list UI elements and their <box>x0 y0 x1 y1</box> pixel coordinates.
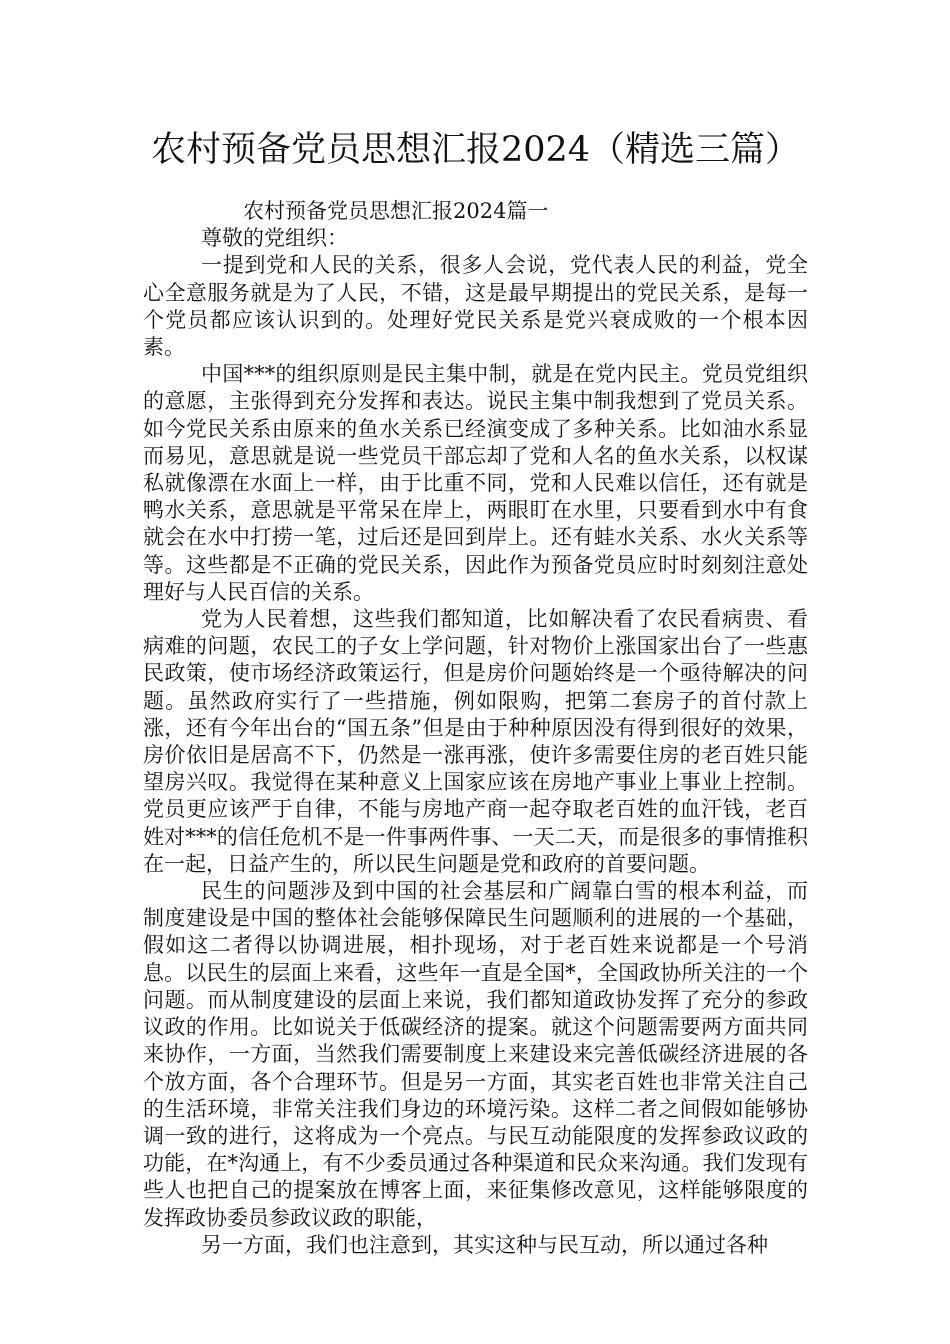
paragraph-2: 中国***的组织原则是民主集中制，就是在党内民主。党员党组织的意愿，主张得到充分发挥和表达。说民主集中制我想到了党员关系。如今党民关系由原来的鱼水关系已经演变成了多种关系。比如油水系显而易见，意思就是说一些党员干部忘却了党和人名的鱼水关系，以权谋私就像漂在水面上一样，由于比重不同，党和人民难以信任，还有就是鸭水关系，意思就是平常呆在岸上，两眼盯在水里，只要看到水中有食就会在水中打捞一笔，过后还是回到岸上。还有蛙水关系、水火关系等等。这些都是不正确的党民关系，因此作为预备党员应时时刻刻注意处理好与人民百信的关系。 <box>143 362 808 604</box>
paragraph-3: 党为人民着想，这些我们都知道，比如解决看了农民看病贵、看病难的问题，农民工的子女上学问题，针对物价上涨国家出台了一些惠民政策，使市场经济政策运行，但是房价问题始终是一个亟待解决的问题。虽然政府实行了一些措施，例如限购，把第二套房子的首付款上涨，还有今年出台的“国五条”但是由于种种原因没有得到很好的效果，房价依旧是居高不下，仍然是一涨再涨，使许多需要住房的老百姓只能望房兴叹。我觉得在某种意义上国家应该在房地产事业上事业上控制。党员更应该严于自律，不能与房地产商一起夺取老百姓的血汗钱，老百姓对***的信任危机不是一件事两件事、一天二天，而是很多的事情推积在一起，日益产生的，所以民生问题是党和政府的首要问题。 <box>143 607 808 876</box>
paragraph-1: 一提到党和人民的关系，很多人会说，党代表人民的利益，党全心全意服务就是为了人民，不错，这是最早期提出的党民关系，是每一个党员都应该认识到的。处理好党民关系是党兴衰成败的一个根本因素。 <box>143 253 808 360</box>
salutation: 尊敬的党组织： <box>201 226 348 251</box>
document-body <box>143 198 808 1259</box>
paragraph-4: 民生的问题涉及到中国的社会基层和广阔靠白雪的根本利益，而制度建设是中国的整体社会能够保障民生问题顺利的进展的一个基础，假如这二者得以协调进展，相扑现场，对于老百姓来说都是一个号消息。以民生的层面上来看，这些年一直是全国*，全国政协所关注的一个问题。而从制度建设的层面上来说，我们都知道政协发挥了充分的参政议政的作用。比如说关于低碳经济的提案。就这个问题需要两方面共同来协作，一方面，当然我们需要制度上来建设来完善低碳经济进展的各个放方面，各个合理环节。但是另一方面，其实老百姓也非常关注自己的生活环境，非常关注我们身边的环境污染。这样二者之间假如能够协调一致的进行，这将成为一个亮点。与民互动能限度的发挥参政议政的功能，在*沟通上，有不少委员通过各种渠道和民众来沟通。我们发现有些人也把自己的提案放在博客上面，来征集修改意见，这样能够限度的发挥政协委员参政议政的职能， <box>143 879 808 1230</box>
paragraph-5: 另一方面，我们也注意到，其实这种与民互动，所以通过各种 <box>201 1232 768 1257</box>
section-heading: 农村预备党员思想汇报2024篇一 <box>243 199 549 223</box>
document-title: 农村预备党员思想汇报2024（精选三篇） <box>150 130 801 170</box>
